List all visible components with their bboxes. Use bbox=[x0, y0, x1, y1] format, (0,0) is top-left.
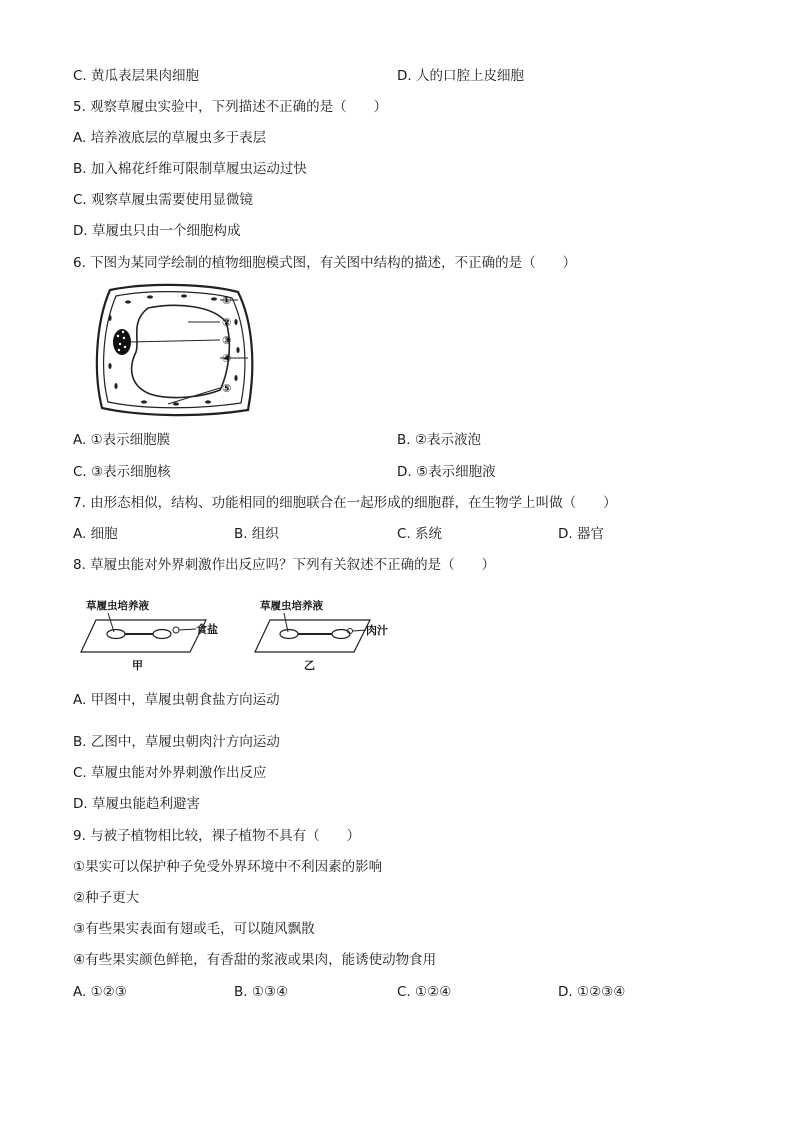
q9-item-3: ③有些果实表面有翅或毛，可以随风飘散 bbox=[73, 921, 315, 937]
q7-option-c: C. 系统 bbox=[397, 526, 443, 542]
q9-item-1: ①果实可以保护种子免受外界环境中不利因素的影响 bbox=[73, 859, 383, 875]
slide-jia-side-label: 食盐 bbox=[196, 623, 218, 636]
slide-yi-top-label: 草履虫培养液 bbox=[260, 600, 323, 612]
q8-stem: 8. 草履虫能对外界刺激作出反应吗？下列有关叙述不正确的是（ ） bbox=[73, 557, 496, 573]
q9-option-c: C. ①②④ bbox=[397, 984, 452, 1000]
slide-jia bbox=[81, 599, 218, 672]
q5-stem: 5. 观察草履虫实验中，下列描述不正确的是（ ） bbox=[73, 99, 388, 115]
q9-item-4: ④有些果实颜色鲜艳，有香甜的浆液或果肉，能诱使动物食用 bbox=[73, 952, 437, 968]
q5-option-a: A. 培养液底层的草履虫多于表层 bbox=[73, 130, 267, 146]
plant-cell-diagram bbox=[88, 282, 288, 422]
q9-option-a: A. ①②③ bbox=[73, 984, 127, 1000]
cell-label-5: ⑤ bbox=[222, 382, 232, 395]
q6-option-a: A. ①表示细胞膜 bbox=[73, 432, 171, 448]
cell-label-4: ④ bbox=[222, 352, 232, 365]
q6-option-b: B. ②表示液泡 bbox=[397, 432, 481, 448]
q6-option-c: C. ③表示细胞核 bbox=[73, 464, 171, 480]
q7-option-a: A. 细胞 bbox=[73, 526, 118, 542]
cell-label-2: ② bbox=[222, 316, 232, 329]
q8-option-b: B. 乙图中，草履虫朝肉汁方向运动 bbox=[73, 734, 280, 750]
q9-item-2: ②种子更大 bbox=[73, 890, 140, 906]
slide-yi-bottom-label: 乙 bbox=[304, 659, 315, 672]
q9-stem: 9. 与被子植物相比较，裸子植物不具有（ ） bbox=[73, 828, 361, 844]
q4-option-d: D. 人的口腔上皮细胞 bbox=[397, 68, 524, 84]
q7-option-b: B. 组织 bbox=[234, 526, 279, 542]
q6-stem: 6. 下图为某同学绘制的植物细胞模式图，有关图中结构的描述，不正确的是（ ） bbox=[73, 255, 577, 271]
q4-option-c: C. 黄瓜表层果肉细胞 bbox=[73, 68, 200, 84]
q7-option-d: D. 器官 bbox=[558, 526, 604, 542]
slide-jia-bottom-label: 甲 bbox=[132, 659, 143, 672]
q7-stem: 7. 由形态相似，结构、功能相同的细胞联合在一起形成的细胞群，在生物学上叫做（ ） bbox=[73, 495, 617, 511]
cell-label-1: ① bbox=[222, 294, 232, 307]
q9-option-d: D. ①②③④ bbox=[558, 984, 626, 1000]
q8-option-c: C. 草履虫能对外界刺激作出反应 bbox=[73, 765, 267, 781]
q5-option-b: B. 加入棉花纤维可限制草履虫运动过快 bbox=[73, 161, 307, 177]
q9-option-b: B. ①③④ bbox=[234, 984, 289, 1000]
slide-jia-top-label: 草履虫培养液 bbox=[86, 600, 149, 612]
slide-yi bbox=[255, 599, 388, 672]
paramecium-experiment-diagram bbox=[78, 592, 398, 674]
q6-option-d: D. ⑤表示细胞液 bbox=[397, 464, 496, 480]
slide-yi-side-label: 肉汁 bbox=[366, 624, 388, 637]
cell-label-3: ③ bbox=[222, 334, 232, 347]
vacuole-outline bbox=[132, 305, 230, 397]
q5-option-d: D. 草履虫只由一个细胞构成 bbox=[73, 223, 241, 239]
nucleus bbox=[113, 329, 131, 355]
q8-option-d: D. 草履虫能趋利避害 bbox=[73, 796, 200, 812]
q5-option-c: C. 观察草履虫需要使用显微镜 bbox=[73, 192, 254, 208]
q8-option-a: A. 甲图中，草履虫朝食盐方向运动 bbox=[73, 692, 280, 708]
